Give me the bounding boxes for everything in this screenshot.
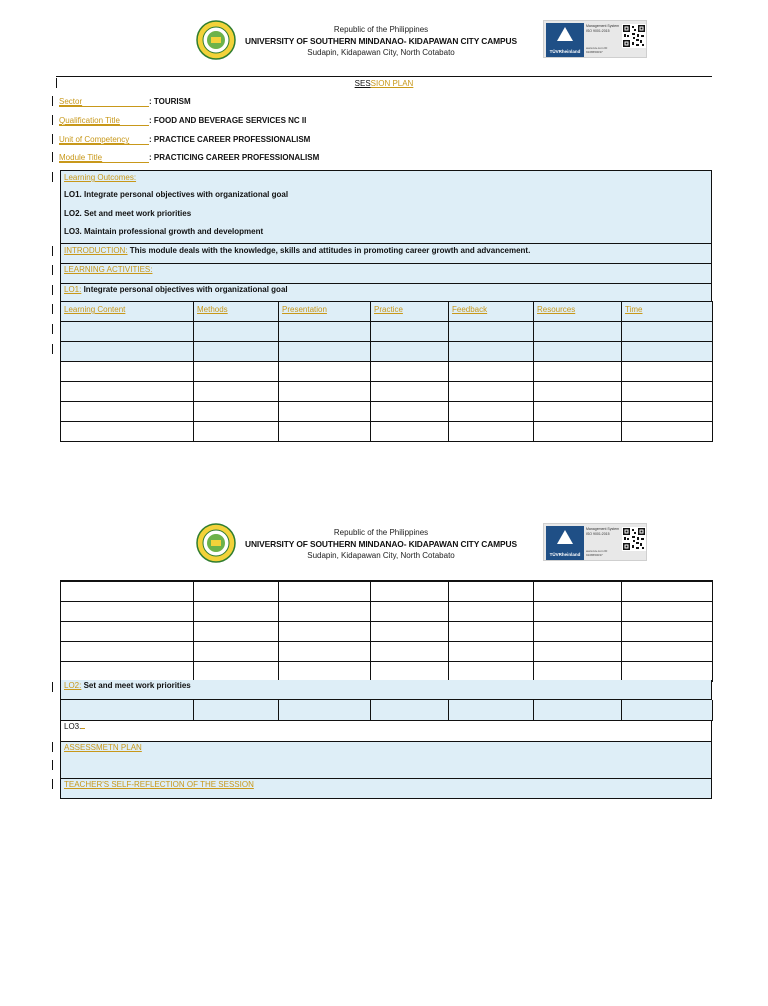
header-line-1: Republic of the Philippines xyxy=(333,528,429,537)
column-header: Resources xyxy=(534,302,622,322)
activities-table xyxy=(60,301,713,442)
margin-mark xyxy=(52,115,53,125)
lo2-row xyxy=(60,680,712,700)
field-label-unit-of-competency: Unit of Competency xyxy=(59,135,130,144)
margin-mark xyxy=(52,760,53,770)
cert-text: Management System ISO 9001:2015 xyxy=(586,24,620,33)
table-row xyxy=(61,621,713,641)
table-row xyxy=(61,422,713,442)
assessment-label: ASSESSMETN PLAN xyxy=(64,743,142,752)
margin-mark xyxy=(52,246,53,256)
title-part-1: SES xyxy=(354,79,371,88)
margin-mark xyxy=(52,304,53,314)
title-part-2: SION PLAN xyxy=(370,79,414,88)
table-row xyxy=(61,342,713,362)
field-underline xyxy=(59,106,149,107)
lo2-label: LO2: xyxy=(64,681,82,690)
margin-mark xyxy=(52,779,53,789)
table-row xyxy=(61,700,713,720)
qr-code-icon xyxy=(622,24,646,48)
header-address: Sudapin, Kidapawan City, North Cotabato xyxy=(307,48,455,57)
university-seal-icon xyxy=(196,20,236,60)
field-label-module-title: Module Title xyxy=(59,153,103,162)
lo1-label: LO1: xyxy=(64,285,82,294)
table-row xyxy=(61,601,713,621)
margin-mark xyxy=(52,285,53,295)
margin-mark xyxy=(52,134,53,144)
header-address: Sudapin, Kidapawan City, North Cotabato xyxy=(307,551,455,560)
introduction-body: This module deals with the knowledge, skills and attitudes in promoting career growth and advancement. xyxy=(129,246,531,255)
field-value-unit-of-competency: : PRACTICE CAREER PROFESSIONALISM xyxy=(149,135,311,144)
learning-outcome-1: LO1. Integrate personal objectives with organizational goal xyxy=(64,190,289,199)
page-header xyxy=(0,20,768,70)
header-line-1: Republic of the Philippines xyxy=(333,25,429,34)
header-university-name: UNIVERSITY OF SOUTHERN MINDANAO- KIDAPAWAN CITY CAMPUS xyxy=(245,36,517,46)
header-text xyxy=(236,527,526,561)
introduction-text xyxy=(64,245,530,256)
margin-mark xyxy=(52,742,53,752)
lo1-body: Integrate personal objectives with organizational goal xyxy=(83,285,288,294)
margin-mark xyxy=(52,344,53,354)
column-header: Practice xyxy=(371,302,449,322)
field-value-sector: : TOURISM xyxy=(149,97,191,106)
field-label-sector: Sector xyxy=(59,97,83,106)
table-row xyxy=(61,641,713,661)
table-row xyxy=(61,362,713,382)
margin-mark xyxy=(52,96,53,106)
introduction-row xyxy=(60,244,712,264)
column-header: Learning Content xyxy=(61,302,194,322)
qr-code-icon xyxy=(622,527,646,551)
lo3-label: LO3. xyxy=(64,722,82,731)
learning-outcome-2: LO2. Set and meet work priorities xyxy=(64,209,192,218)
table-row xyxy=(61,322,713,342)
assessment-row xyxy=(60,742,712,779)
column-header: Presentation xyxy=(279,302,371,322)
margin-mark xyxy=(52,152,53,162)
lo1-row xyxy=(60,284,712,302)
header-university-name: UNIVERSITY OF SOUTHERN MINDANAO- KIDAPAWAN CITY CAMPUS xyxy=(245,539,517,549)
table-row xyxy=(61,581,713,601)
margin-mark xyxy=(52,265,53,275)
lo2-table xyxy=(60,700,713,721)
table-row xyxy=(61,661,713,681)
reflection-label: TEACHER'S SELF-REFLECTION OF THE SESSION xyxy=(64,780,254,789)
header-text xyxy=(236,24,526,58)
page-2-header xyxy=(0,523,768,573)
margin-mark xyxy=(52,682,53,692)
learning-outcome-3: LO3. Maintain professional growth and development xyxy=(64,227,264,236)
column-header: Methods xyxy=(194,302,279,322)
university-seal-icon xyxy=(196,523,236,563)
field-underline xyxy=(59,125,149,126)
cert-id: www.tuv.com ID 9108650037 xyxy=(586,549,608,557)
lo3-text xyxy=(64,721,85,732)
table-row xyxy=(61,402,713,422)
learning-activities-label: LEARNING ACTIVITIES: xyxy=(64,265,153,274)
lo3-row xyxy=(60,720,712,742)
activities-table-continued xyxy=(60,580,713,682)
reflection-row xyxy=(60,779,712,799)
tuv-logo-icon xyxy=(546,23,584,57)
learning-activities-row xyxy=(60,264,712,284)
lo2-body: Set and meet work priorities xyxy=(83,681,191,690)
cert-id: www.tuv.com ID 9108650037 xyxy=(586,46,608,54)
field-value-qualification: : FOOD AND BEVERAGE SERVICES NC II xyxy=(149,116,307,125)
field-underline xyxy=(59,144,149,145)
lo1-text xyxy=(64,284,288,295)
table-row xyxy=(61,382,713,402)
iso-certification-badge xyxy=(543,20,647,58)
field-label-qualification: Qualification Title xyxy=(59,116,120,125)
field-value-module-title: : PRACTICING CAREER PROFESSIONALISM xyxy=(149,153,320,162)
column-header: Feedback xyxy=(449,302,534,322)
iso-certification-badge xyxy=(543,523,647,561)
cert-text: Management System ISO 9001:2015 xyxy=(586,527,620,536)
table-header-row xyxy=(61,302,713,322)
column-header: Time xyxy=(622,302,713,322)
tuv-logo-icon xyxy=(546,526,584,560)
margin-mark xyxy=(52,172,53,182)
introduction-label: INTRODUCTION: xyxy=(64,246,128,255)
cert-brand: TÜVRheinland xyxy=(549,552,581,557)
margin-mark xyxy=(52,324,53,334)
learning-outcomes-box xyxy=(60,170,712,244)
top-rule xyxy=(56,76,712,77)
cert-brand: TÜVRheinland xyxy=(549,49,581,54)
learning-outcomes-heading: Learning Outcomes: xyxy=(64,173,137,182)
lo2-text xyxy=(64,680,191,691)
page-title xyxy=(0,78,768,89)
field-underline xyxy=(59,162,149,163)
